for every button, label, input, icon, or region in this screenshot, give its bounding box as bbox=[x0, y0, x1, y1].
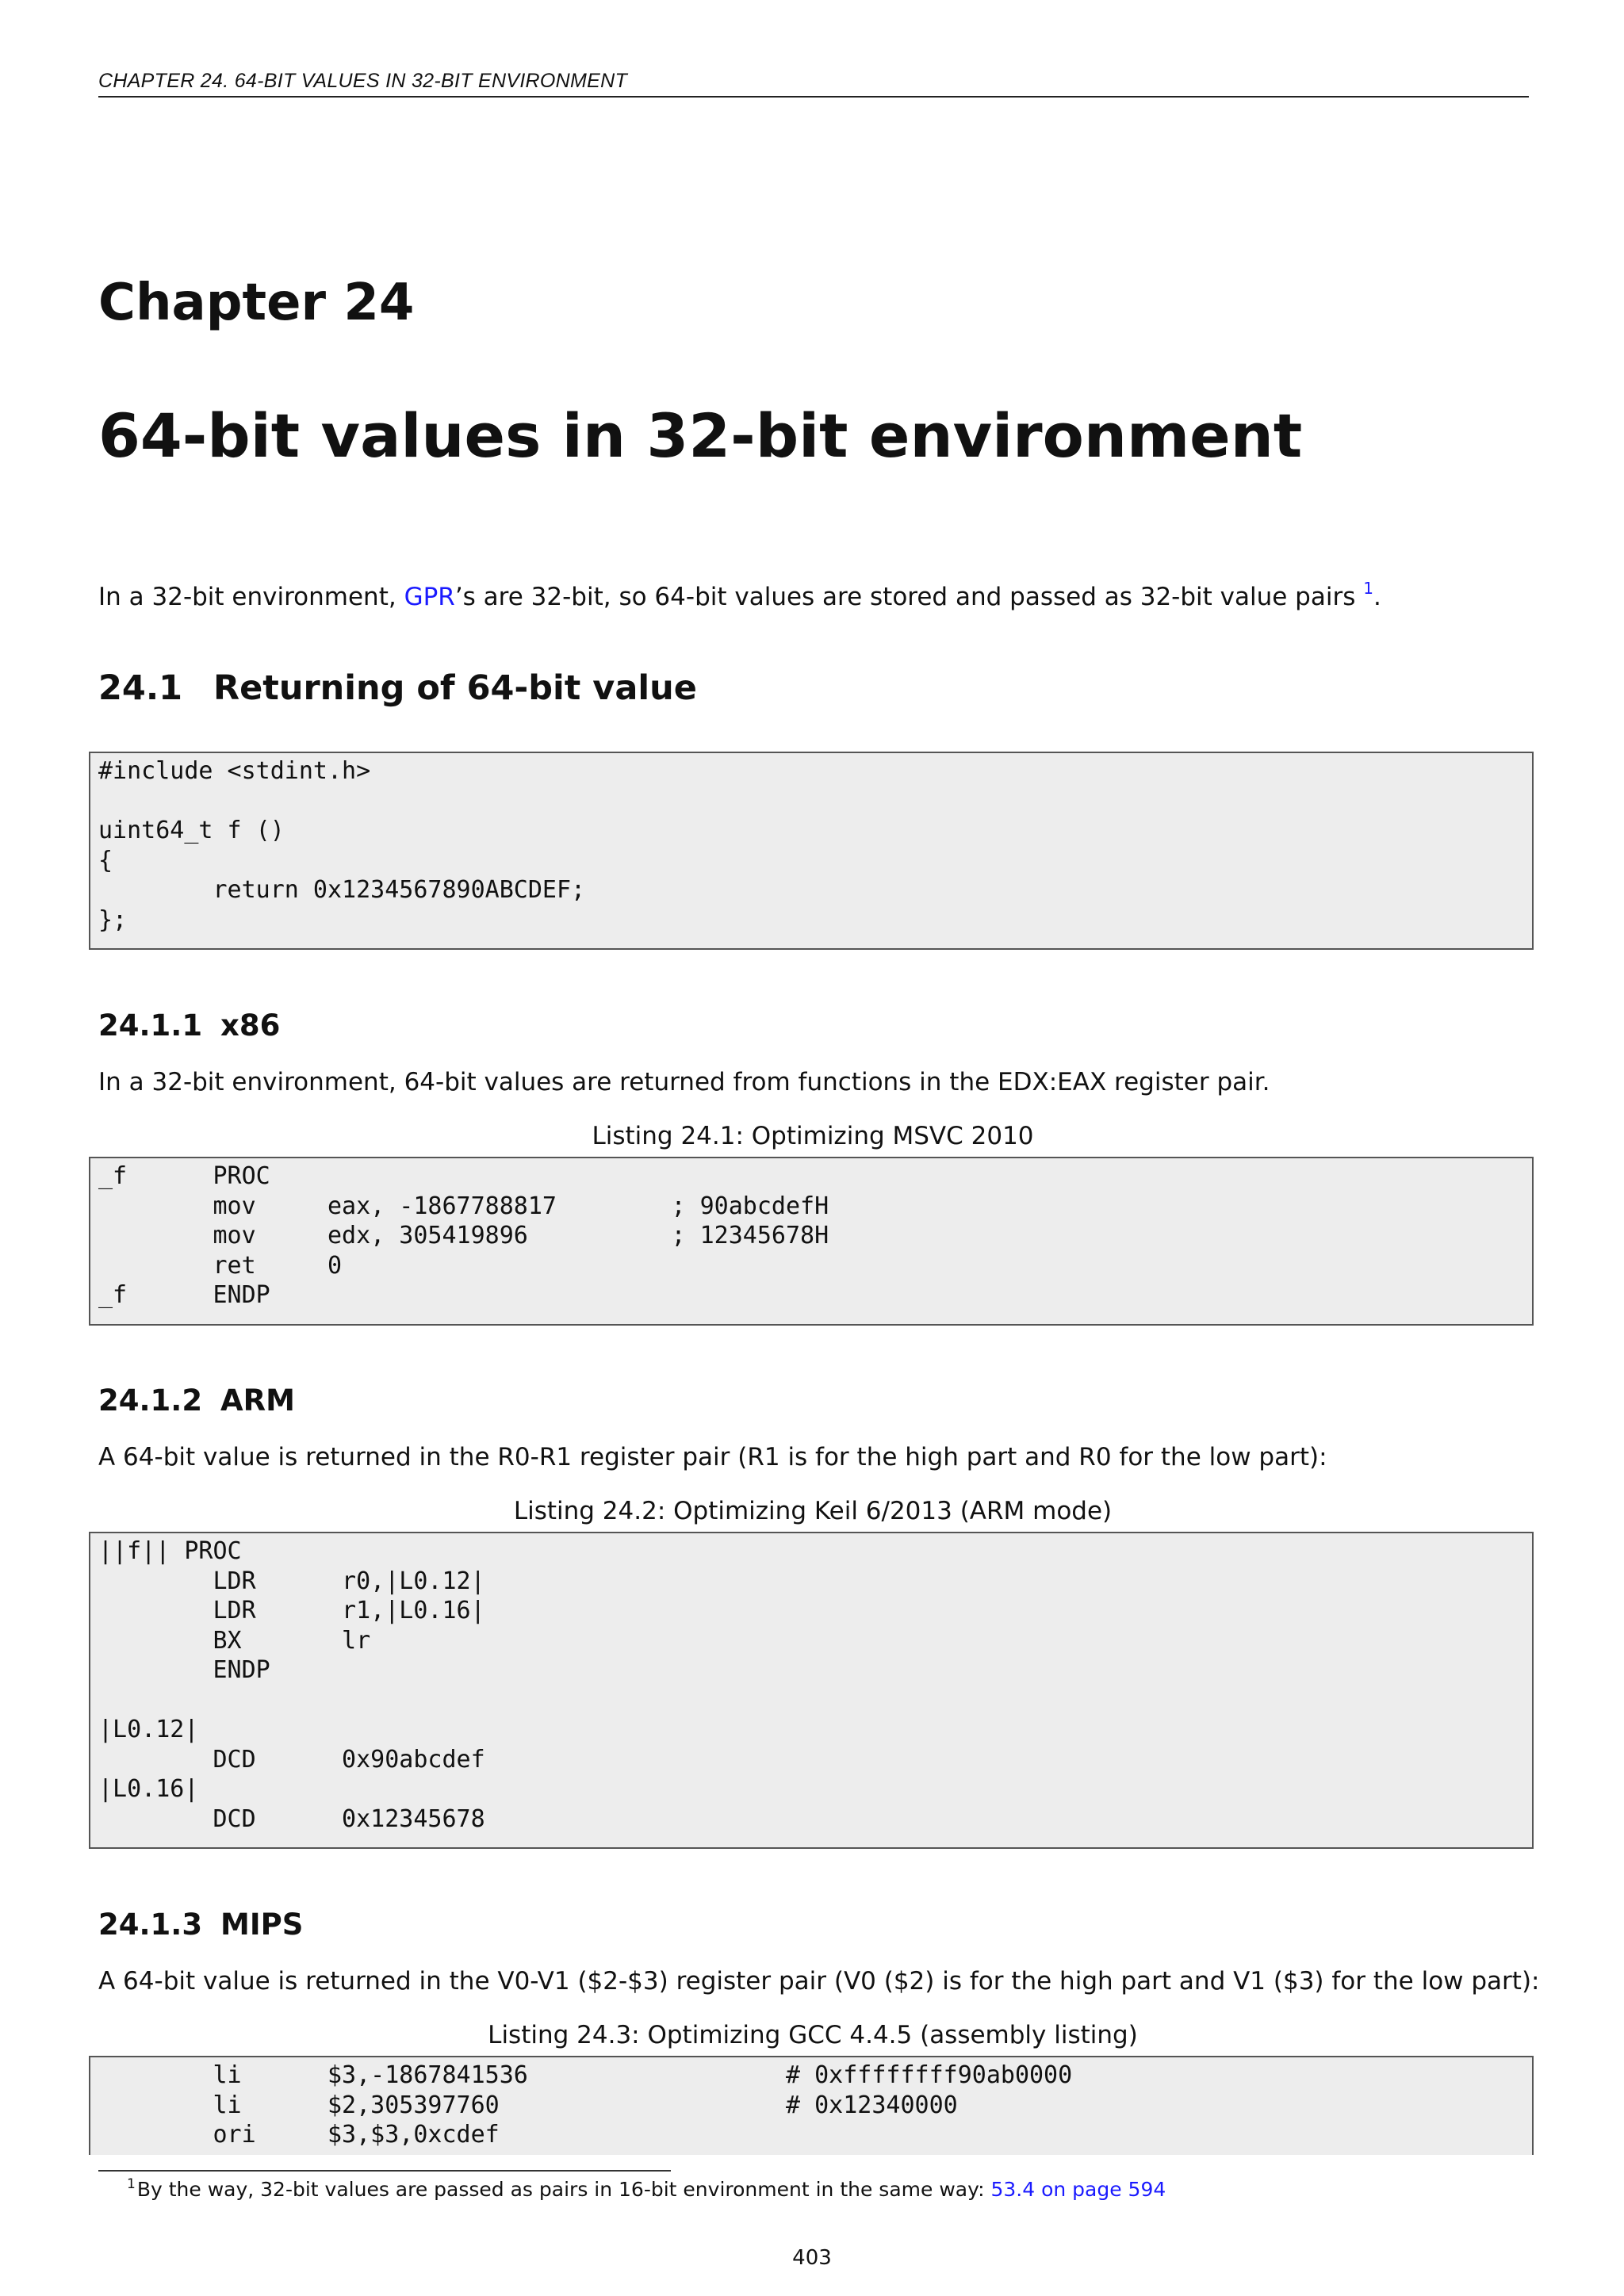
subsection-heading-24-1-1 bbox=[98, 1008, 280, 1043]
footnote-ref[interactable]: 1 bbox=[1363, 579, 1373, 598]
page-number: 403 bbox=[792, 2246, 832, 2270]
subsection-number: 24.1.2 bbox=[98, 1383, 203, 1418]
listing-caption-24-3: Listing 24.3: Optimizing GCC 4.4.5 (assembly listing) bbox=[488, 2021, 1138, 2049]
chapter-label: Chapter 24 bbox=[98, 274, 415, 332]
code-listing-source: #include <stdint.h> uint64_t f () { return 0x1234567890ABCDEF; }; bbox=[89, 752, 1534, 950]
running-head: CHAPTER 24. 64-BIT VALUES IN 32-BIT ENVIRONMENT bbox=[98, 70, 1529, 98]
gpr-link[interactable]: GPR bbox=[404, 583, 455, 611]
subsection-heading-24-1-3 bbox=[98, 1908, 303, 1942]
footnote bbox=[127, 2178, 1166, 2201]
footnote-page-link[interactable]: 53.4 on page 594 bbox=[990, 2178, 1166, 2201]
intro-text-end: . bbox=[1373, 583, 1381, 611]
subsection-heading-24-1-2 bbox=[98, 1383, 295, 1418]
subsection-number: 24.1.1 bbox=[98, 1008, 203, 1043]
footnote-rule bbox=[98, 2170, 671, 2172]
paragraph-arm: A 64-bit value is returned in the R0-R1 register pair (R1 is for the high part and R0 for the low part): bbox=[98, 1443, 1327, 1471]
listing-caption-24-2: Listing 24.2: Optimizing Keil 6/2013 (ARM mode) bbox=[513, 1497, 1113, 1525]
footnote-number: 1 bbox=[127, 2176, 136, 2192]
intro-text-before: In a 32-bit environment, bbox=[98, 583, 404, 611]
subsection-title: x86 bbox=[220, 1008, 281, 1043]
intro-text-after: ’s are 32-bit, so 64-bit values are stored and passed as 32-bit value pairs bbox=[454, 583, 1364, 611]
chapter-title: 64-bit values in 32-bit environment bbox=[98, 400, 1303, 471]
paragraph-x86: In a 32-bit environment, 64-bit values are returned from functions in the EDX:EAX register pair. bbox=[98, 1068, 1270, 1096]
paragraph-mips: A 64-bit value is returned in the V0-V1 ($2-$3) register pair (V0 ($2) is for the high part and V1 ($3) for the low part): bbox=[98, 1967, 1540, 1996]
section-heading-24-1 bbox=[98, 668, 697, 708]
code-listing-24-3: li $3,-1867841536 # 0xffffffff90ab0000 li $2,305397760 # 0x12340000 ori $3,$3,0xcdef bbox=[89, 2056, 1534, 2155]
code-listing-24-2: ||f|| PROC LDR r0,|L0.12| LDR r1,|L0.16| BX lr ENDP |L0.12| DCD 0x90abcdef |L0.16| DCD 0x12345678 bbox=[89, 1532, 1534, 1849]
subsection-title: ARM bbox=[220, 1383, 295, 1418]
section-title: Returning of 64-bit value bbox=[213, 668, 697, 708]
subsection-title: MIPS bbox=[220, 1908, 304, 1942]
footnote-text: By the way, 32-bit values are passed as pairs in 16-bit environment in the same way: bbox=[136, 2178, 991, 2201]
listing-caption-24-1: Listing 24.1: Optimizing MSVC 2010 bbox=[592, 1122, 1034, 1150]
intro-paragraph bbox=[98, 581, 1381, 615]
section-number: 24.1 bbox=[98, 668, 183, 708]
code-listing-24-1: _f PROC mov eax, -1867788817 ; 90abcdefH mov edx, 305419896 ; 12345678H ret 0 _f ENDP bbox=[89, 1157, 1534, 1326]
subsection-number: 24.1.3 bbox=[98, 1908, 203, 1942]
